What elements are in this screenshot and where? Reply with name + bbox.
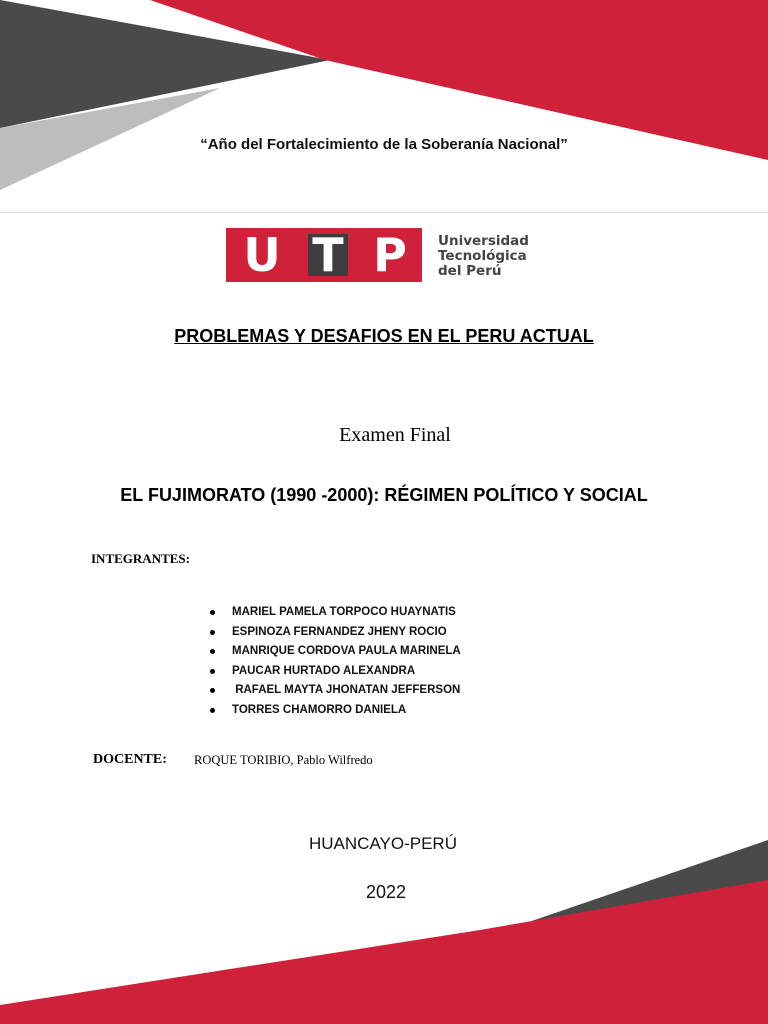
teacher-name: ROQUE TORIBIO, Pablo Wilfredo xyxy=(194,753,373,767)
list-item xyxy=(210,623,461,643)
course-title: PROBLEMAS Y DESAFIOS EN EL PERU ACTUAL xyxy=(174,326,594,346)
list-item xyxy=(210,701,461,721)
member-name: RAFAEL MAYTA JHONATAN JEFFERSON xyxy=(232,684,461,697)
city: HUANCAYO-PERÚ xyxy=(309,834,457,853)
member-name: TORRES CHAMORRO DANIELA xyxy=(232,703,407,716)
bullet-icon xyxy=(210,630,215,635)
logo-name-line: Universidad xyxy=(438,233,529,249)
bullet-icon xyxy=(210,649,215,654)
member-name: PAUCAR HURTADO ALEXANDRA xyxy=(232,664,416,677)
bullet-icon xyxy=(210,669,215,674)
logo-letter-u: U xyxy=(243,228,281,282)
members-label: INTEGRANTES: xyxy=(91,551,190,566)
year: 2022 xyxy=(366,882,407,902)
exam-label: Examen Final xyxy=(339,424,451,446)
list-item xyxy=(210,662,461,682)
list-item xyxy=(210,681,461,701)
footer-decoration xyxy=(0,835,768,1024)
teacher-label: DOCENTE: xyxy=(93,752,167,767)
list-item xyxy=(210,642,461,662)
members-list xyxy=(210,603,461,721)
list-item xyxy=(210,603,461,623)
logo-name-line: Tecnológica xyxy=(438,248,527,264)
bullet-icon xyxy=(210,610,215,615)
header-divider xyxy=(0,212,768,213)
member-name: MARIEL PAMELA TORPOCO HUAYNATIS xyxy=(232,606,456,618)
header-decoration xyxy=(0,0,768,215)
bullet-icon xyxy=(210,708,215,713)
topic-title: EL FUJIMORATO (1990 -2000): RÉGIMEN POLÍTICO Y SOCIAL xyxy=(120,485,648,505)
logo-university-name xyxy=(438,234,542,279)
logo-letter-p: P xyxy=(373,228,407,282)
bullet-icon xyxy=(210,688,215,693)
member-name: MANRIQUE CORDOVA PAULA MARINELA xyxy=(232,645,461,658)
logo-letter-t: T xyxy=(308,234,348,276)
logo-name-line: del Perú xyxy=(438,263,502,279)
utp-logo xyxy=(222,222,542,292)
year-motto: “Año del Fortalecimiento de la Soberanía Nacional” xyxy=(200,136,568,153)
member-name: ESPINOZA FERNANDEZ JHENY ROCIO xyxy=(232,625,447,638)
